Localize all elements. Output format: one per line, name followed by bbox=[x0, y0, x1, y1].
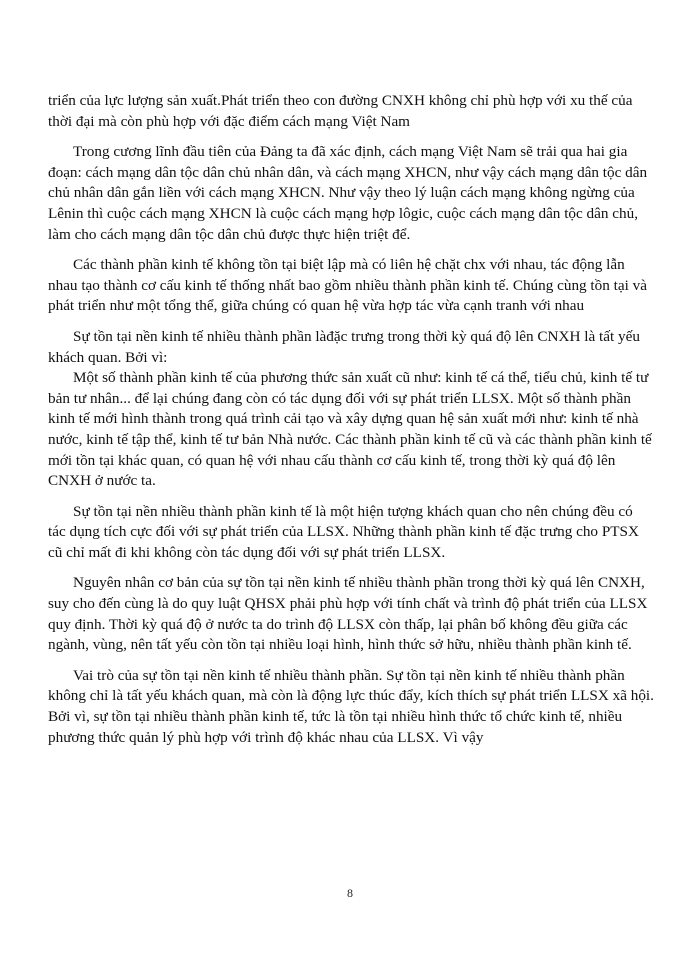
paragraph-5: Một số thành phần kinh tế của phương thức sản xuất cũ như: kinh tế cá thể, tiểu chủ, kinh tế tư bản tư nhân... để lại chúng đang còn có tác dụng đối với sự phát triển LLSX. Một số thành phần kinh tế mới hình thành trong quá trình cải tạo và xây dựng quan hệ sản xuất mới như: kinh tế nhà nước, kinh tế tập thể, kinh tế tư bản Nhà nước. Các thành phần kinh tế cũ và các thành phần kinh tế mới tồn tại khác quan, có quan hệ với nhau cấu thành cơ cấu kinh tế, trong thời kỳ quá độ lên CNXH ở nước ta. bbox=[48, 369, 652, 490]
paragraph-7: Nguyên nhân cơ bản của sự tồn tại nền kinh tế nhiều thành phần trong thời kỳ quá lên CNXH, suy cho đến cùng là do quy luật QHSX phải phù hợp với tính chất và trình độ phát triển của LLSX quy định. Thời kỳ quá độ ở nước ta do trình độ LLSX còn thấp, lại phân bố không đều giữa các ngành, vùng, nên tất yếu còn tồn tại nhiều loại hình, hình thức sở hữu, nhiều thành phần kinh tế. bbox=[48, 574, 648, 654]
paragraph-3: Các thành phần kinh tế không tồn tại biệt lập mà có liên hệ chặt chx với nhau, tác động lẫn nhau tạo thành cơ cấu kinh tế thống nhất bao gồm nhiều thành phần kinh tế. Chúng cùng tồn tại và phát triển như một tổng thể, giữa chúng có quan hệ vừa hợp tác vừa cạnh tranh với nhau bbox=[48, 256, 647, 315]
paragraph-8: Vai trò của sự tồn tại nền kinh tế nhiều thành phần. Sự tồn tại nền kinh tế nhiều thành phần không chỉ là tất yếu khách quan, mà còn là động lực thúc đẩy, kích thích sự phát triển LLSX xã hội. Bởi vì, sự tồn tại nhiều thành phần kinh tế, tức là tồn tại nhiều hình thức tổ chức kinh tế, nhiều phương thức quản lý phù hợp với trình độ khác nhau của LLSX. Vì vậy bbox=[48, 666, 654, 746]
document-body bbox=[48, 91, 654, 758]
paragraph-2: Trong cương lĩnh đầu tiên của Đảng ta đã xác định, cách mạng Việt Nam sẽ trải qua hai gia đoạn: cách mạng dân tộc dân chủ nhân dân, và cách mạng XHCN, như vậy cách mạng dân tộc dân chủ nhân dân gắn liền với cách mạng XHCN. Như vậy theo lý luận cách mạng không ngừng của Lênin thì cuộc cách mạng XHCN là cuộc cách mạng hợp lôgic, cuộc cách mạng dân tộc dân chủ, làm cho cách mạng dân tộc dân chủ được thực hiện triệt để. bbox=[48, 143, 648, 243]
paragraph-1: triển của lực lượng sản xuất.Phát triển theo con đường CNXH không chỉ phù hợp với xu thế của thời đại mà còn phù hợp với đặc điểm cách mạng Việt Nam bbox=[48, 92, 633, 130]
paragraph-4: Sự tồn tại nền kinh tế nhiều thành phần làđặc trưng trong thời kỳ quá độ lên CNXH là tất yếu khách quan. Bởi vì: bbox=[48, 327, 640, 366]
page-number: 8 bbox=[347, 886, 353, 900]
paragraph-6: Sự tồn tại nền nhiều thành phần kinh tế là một hiện tượng khách quan cho nên chúng đều có tác dụng tích cực đối với sự phát triển của LLSX. Những thành phần kinh tế đặc trưng cho PTSX cũ chỉ mất đi khi không còn tác dụng đối với sự phát triển LLSX. bbox=[48, 502, 639, 561]
